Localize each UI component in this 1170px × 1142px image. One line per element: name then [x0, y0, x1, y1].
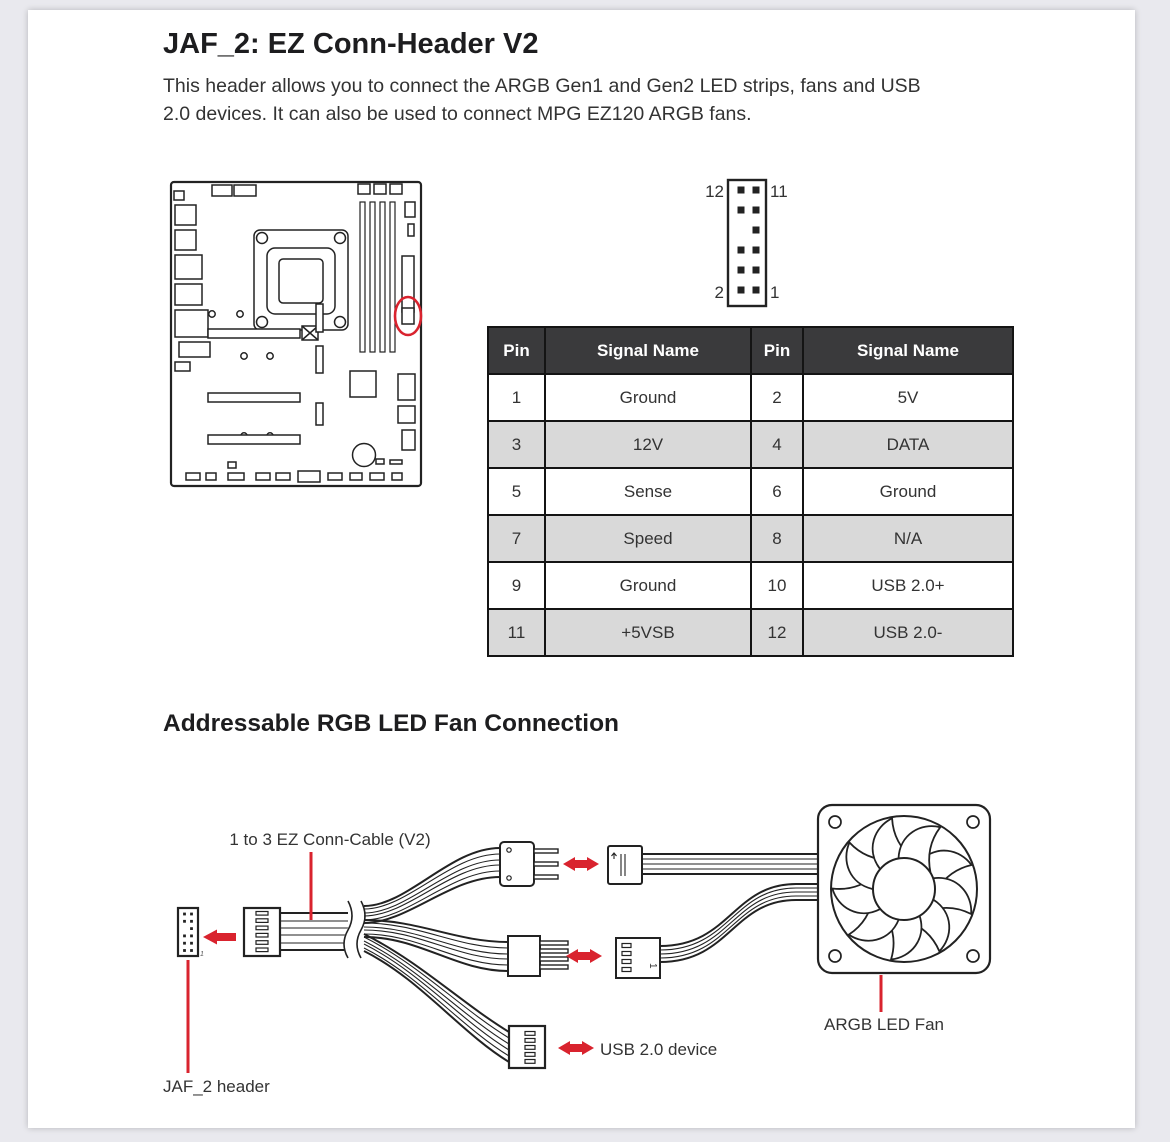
signal-cell: DATA [803, 421, 1013, 468]
signal-cell: Sense [545, 468, 751, 515]
table-row [488, 562, 1013, 609]
jaf2-header-label: JAF_2 header [163, 1077, 270, 1096]
table-header-row [488, 327, 1013, 374]
fan-connection-diagram [148, 770, 1048, 1120]
ribbon-cable [280, 913, 348, 950]
pin-cell: 5 [488, 468, 545, 515]
pin-label-11: 11 [770, 182, 788, 201]
fan-label: ARGB LED Fan [824, 1015, 944, 1034]
callout-line-cable [310, 852, 313, 920]
manual-page [28, 10, 1135, 1128]
callout-line-jaf2 [187, 960, 190, 1073]
pin-label-12: 12 [705, 182, 724, 201]
pin-cell: 9 [488, 562, 545, 609]
usb-connector [509, 1026, 545, 1068]
callout-line-fan [880, 975, 883, 1012]
battery [353, 444, 376, 467]
signal-cell: USB 2.0- [803, 609, 1013, 656]
signal-cell: N/A [803, 515, 1013, 562]
signal-cell: USB 2.0+ [803, 562, 1013, 609]
argb-male-connector [500, 842, 558, 886]
intro-line-1: This header allows you to connect the ARGB Gen1 and Gen2 LED strips, fans and USB [163, 75, 921, 97]
argb-cable-to-fan [642, 854, 819, 874]
connector-pin1-marker: 1 [647, 963, 658, 969]
double-arrow-icon-top [563, 857, 599, 871]
jaf2-header-drawing [178, 908, 204, 958]
pin-cell: 3 [488, 421, 545, 468]
ez-cable-connector [244, 908, 280, 956]
ribbon-top [364, 848, 500, 923]
pin-cell: 7 [488, 515, 545, 562]
pin-cell: 8 [751, 515, 803, 562]
double-arrow-icon-middle [566, 949, 602, 963]
signal-cell: +5VSB [545, 609, 751, 656]
cable-label: 1 to 3 EZ Conn-Cable (V2) [229, 830, 431, 849]
argb-fan-drawing [818, 805, 990, 973]
col-header-pin-2: Pin [751, 327, 803, 374]
col-header-pin-1: Pin [488, 327, 545, 374]
pin-cell: 11 [488, 609, 545, 656]
signal-cell: Speed [545, 515, 751, 562]
intro-text [163, 73, 1003, 128]
col-header-signal-1: Signal Name [545, 327, 751, 374]
pin-cell: 12 [751, 609, 803, 656]
intro-line-2: 2.0 devices. It can also be used to connect MPG EZ120 ARGB fans. [163, 102, 752, 125]
pin-cell: 2 [751, 374, 803, 421]
signal-cell: Ground [545, 374, 751, 421]
cpu-socket [254, 230, 348, 330]
table-row [488, 374, 1013, 421]
fan-female-connector [616, 938, 660, 978]
pin-table [487, 326, 1014, 657]
double-arrow-icon-usb [558, 1041, 594, 1055]
cable-break [344, 901, 365, 958]
table-row [488, 468, 1013, 515]
pin-cell: 6 [751, 468, 803, 515]
section-title: Addressable RGB LED Fan Connection [163, 710, 620, 737]
pin-header-diagram [682, 174, 812, 314]
col-header-signal-2: Signal Name [803, 327, 1013, 374]
signal-cell: Ground [545, 562, 751, 609]
pin-cell: 1 [488, 374, 545, 421]
arrow-left-icon [203, 930, 236, 945]
pin-cell: 4 [751, 421, 803, 468]
header-pin1-marker: 1 [200, 951, 204, 958]
table-row [488, 421, 1013, 468]
motherboard-diagram [168, 178, 424, 490]
pin-table-body [488, 374, 1013, 656]
pin-cell: 10 [751, 562, 803, 609]
table-row [488, 609, 1013, 656]
table-row [488, 515, 1013, 562]
signal-cell: Ground [803, 468, 1013, 515]
fan-male-connector [508, 936, 568, 976]
fan-cable-to-fan [660, 884, 819, 962]
signal-cell: 5V [803, 374, 1013, 421]
signal-cell: 12V [545, 421, 751, 468]
pin-label-1: 1 [770, 283, 780, 302]
argb-female-connector [608, 846, 642, 884]
page-title: JAF_2: EZ Conn-Header V2 [163, 28, 539, 60]
usb-device-label: USB 2.0 device [600, 1040, 718, 1059]
pin-label-2: 2 [714, 283, 724, 302]
